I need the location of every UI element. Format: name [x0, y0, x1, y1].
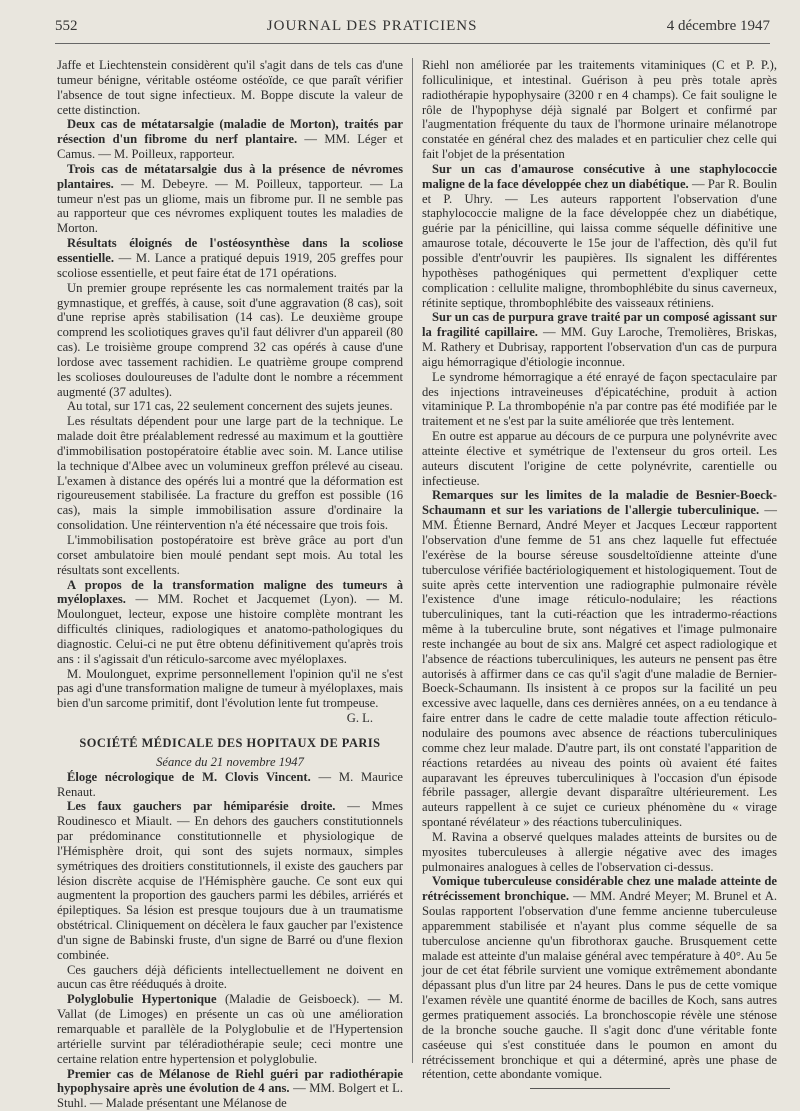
header-rule: [55, 43, 770, 44]
article-myeloplaxes: A propos de la transformation maligne des tumeurs à myéloplaxes. — MM. Rochet et Jacquemet (Lyon). — M. Moulonguet, lecteur, expose une histoire complète montrant les difficultés cliniques, radiologiques et anatomo-pathologiques du diagnostic. Celui-ci ne put être obtenu définitivement qu'après trois ans : il s'agissait d'un réticulo-sarcome avec myéloplaxes.: [57, 577, 403, 666]
article-title: Sur un cas de purpura grave traité par un composé agissant sur la fragilité capillaire.: [422, 310, 777, 340]
issue-date: 4 décembre 1947: [666, 18, 770, 34]
article-title: Trois cas de métatarsalgie dus à la présence de névromes plantaires.: [57, 161, 403, 191]
article-amaurose: Sur un cas d'amaurose consécutive à une staphylococcie maligne de la face développée chez un diabétique. — Par R. Boulin et P. Uhry. — Les auteurs rapportent l'observation d'une staphylococcie maligne de la face développée chez un diabétique, guérie par la pénicilline, qui laissa comme séquelle définitive une amaurose totale, découverte le 15e jour de l'affection, dès qu'il fut possible d'entr'ouvrir les paupières. Ils signalent les différentes hypothèses pathogéniques qui permettent d'expliquer cette complication : cellulite maligne, thrombophlébite du sinus caverneux, rétinite septique, thrombophlébite des vaisseaux rétiniens.: [422, 161, 777, 310]
article-eloge: Éloge nécrologique de M. Clovis Vincent. — M. Maurice Renaut.: [57, 769, 403, 799]
article-title: Éloge nécrologique de M. Clovis Vincent.: [67, 769, 311, 784]
seance-date: Séance du 21 novembre 1947: [156, 754, 304, 769]
article-title: Polyglobulie Hypertonique: [67, 992, 217, 1007]
column-divider: [412, 58, 413, 1063]
article-faux-gauchers: Les faux gauchers par hémiparésie droite. — Mmes Roudinesco et Miault. — En dehors des gauchers constitutionnels par prédominance constitutionnelle et physiologique de l'Hémisphère droit, qui sont des sujets normaux, simples symétriques des droitiers constitutionnels, il existe des gauchers par lésion discrète acquise de l'Hémisphère gauche. Ce sont eux qui augmentent la proportion des gauchers parmi les débiles, arriérés et épileptiques. Sa lésion est presque toujours due à un traumatisme obstétrical. Cliniquement on décèlera le faux gaucher par l'existence d'un signe de Babinski fruste, d'un signe de Barré ou d'une flexion combinée.: [57, 799, 404, 962]
article-title: Premier cas de Mélanose de Riehl guéri par radiothérapie hypophysaire après une évolution de 4 ans.: [57, 1066, 403, 1096]
article-purpura: Sur un cas de purpura grave traité par un composé agissant sur la fragilité capillaire. — MM. Guy Laroche, Tremolières, Briskas, M. Rathery et Dubrisay, rapportent l'observation d'un cas de purpura aigu hémorragique d'étiologie inconnue.: [422, 310, 777, 369]
end-rule: [530, 1088, 670, 1089]
article-nevromes: Trois cas de métatarsalgie dus à la présence de névromes plantaires. — M. Debeyre. — M. Poilleux, tapporteur. — La tumeur n'est pas un gliome, mais un fibrome pur. Il ne semble pas au rapporteur que ces névromes expliquent toutes les maladies de Morton.: [57, 161, 403, 236]
paragraph: Au total, sur 171 cas, 22 seulement concernent des sujets jeunes.: [67, 399, 393, 414]
society-heading: SOCIÉTÉ MÉDICALE DES HOPITAUX DE PARIS: [79, 735, 381, 750]
article-title: A propos de la transformation maligne des tumeurs à myéloplaxes.: [57, 577, 403, 607]
paragraph: M. Ravina a observé quelques malades atteints de bursites ou de myosites tuberculeuses à allergie négative avec des images pulmonaires analogues à celles de l'observation ci-dessus.: [422, 829, 777, 874]
journal-title: JOURNAL DES PRATICIENS: [266, 18, 478, 34]
article-melanose: Premier cas de Mélanose de Riehl guéri par radiothérapie hypophysaire après une évolution de 4 ans. — MM. Bolgert et L. Stuhl. — Malade présentant une Mélanose de: [57, 1066, 403, 1111]
paragraph: Le syndrome hémorragique a été enrayé de façon spectaculaire par des injections intraveineuses d'épicatéchine, produit à action vitaminique P. La thrombopénie n'a par contre pas été modifiée par le traitement et ne s'est par la suite améliorée que très lentement.: [422, 369, 777, 429]
article-polyglobulie: Polyglobulie Hypertonique (Maladie de Geisboeck). — M. Vallat (de Limoges) en présente un cas où une amélioration remarquable et parallèle de la Polyglobulie et de l'Hypertension artérielle survint par téléradiothérapie seule; ceci montre une certaine relation entre hypertension et polyglobulie.: [57, 992, 403, 1066]
paragraph: M. Moulonguet, exprime personnellement l'opinion qu'il ne s'est pas agi d'une transformation maligne de tumeur à myéloplaxes, mais bien d'un sarcome primitif, dont l'évolution lente fut trompeuse.: [57, 666, 403, 711]
article-title: Résultats éloignés de l'ostéosynthèse dans la scoliose essentielle.: [57, 236, 403, 265]
article-besnier-boeck: Remarques sur les limites de la maladie de Besnier-Boeck-Schaumann et sur les variations de l'allergie tuberculinique. — MM. Étienne Bernard, André Meyer et Jacques Lecœur rapportent l'observation d'une femme de 51 ans chez laquelle fut effectuée l'exérèse de la bourse séreuse sousdeltoïdienne atteinte d'une tuberculose vérifiée bactériologiquement et histologiquement. Tout de suite après cette intervention une radiographie pulmonaire révèle l'existence d'une image réticulo-nodulaire; les réactions tuberculiniques, tant la cuti-réaction que les intradermo-réactions même à la tuberculine brute, sont négatives et l'image pulmonaire reste inchangée au bout de six ans. Malgré cet aspect radiologique et l'absence de réactions tuberculiniques, les auteurs ne pensent pas être autorisés à affirmer dans ce cas qu'il s'agit d'une maladie de Bernier-Boeck-Schaumann. Ils insistent à ce propos sur la facilité un peu excessive avec laquelle, dans ces dernières années, on a eu tendance à faire entrer dans le cadre de cette maladie toute affection réticulo-nodulaire des poumons avec absence de réactions tuberculiniques comme chez leur malade. D'autre part, ils ont constaté l'apparition de réactions retardées au niveau des points où avaient été faites auparavant les épreuves tuberculiniques à l'occasion d'un épisode fébrile passager, allergie devant disparaître ultérieurement. Les auteurs rappellent à ce sujet ce curieux phénomène du « virage spontané révélateur » des réactions tuberculiniques.: [422, 488, 777, 830]
signature: G. L.: [346, 711, 373, 726]
paragraph: L'immobilisation postopératoire est brève grâce au port d'un corset ambulatoire bien moulé pendant sept mois. Au total les résultats sont excellents.: [57, 533, 403, 577]
page-header: [55, 18, 770, 40]
article-title: Deux cas de métatarsalgie (maladie de Morton), traités par résection d'un fibrome du nerf plantaire.: [57, 117, 403, 147]
article-vomique: Vomique tuberculeuse considérable chez une malade atteinte de rétrécissement bronchique. — MM. André Meyer; M. Brunel et A. Soulas rapportent l'observation d'une femme ancienne tuberculeuse apparemment stabilisée et n'ayant plus comme séquelle de sa tuberculose ancienne qu'un fibrothorax gauche. Brusquement cette malade est atteinte d'un malaise général avec température à 40°. Au 5e jour de cet état fébrile survient une vomique extrêmement abondante dépassant plus d'un litre par 24 heures. Dans le pus de cette vomique l'examen révèle une quantité énorme de bacilles de Koch, sans autres germes pratiquement associés. La bronchoscopie révèle une sténose de la bronche souche gauche. Il s'agit donc d'une véritable fonte caséeuse qui s'est constituée dans le poumon en amont du rétrécissement bronchique et qui a déterminé, après une phase de rétention, cette abondante vomique.: [422, 874, 777, 1082]
article-title: Les faux gauchers par hémiparésie droite.: [67, 799, 336, 814]
paragraph: Les résultats dépendent pour une large part de la technique. Le malade doit être préalablement redressé au maximum et la gouttière d'immobilisation postopératoire établie avec soin. M. Lance utilise la technique d'Albee avec un volumineux greffon prélevé au ciseau. L'examen à distance des opérés lui a montré que la déformation est rigoureusement stabilisée. La fracture du greffon est possible (16 cas), mais la simple immobilisation assure d'ordinaire la consolidation. Une réintervention n'a été nécessaire que trois fois.: [57, 414, 403, 533]
paragraph: Ces gauchers déjà déficients intellectuellement ne doivent en aucun cas être rééduqués à droite.: [57, 962, 403, 992]
article-title: Sur un cas d'amaurose consécutive à une staphylococcie maligne de la face développée chez un diabétique.: [422, 161, 777, 191]
paragraph: Riehl non améliorée par les traitements vitaminiques (C et P. P.), folliculinique, et intestinal. Guérison à peu près totale après radiothérapie hypophysaire (3200 r en 4 champs). Ce fait souligne le rôle de l'hypophyse déjà signalé par Bolgert et confirmé par l'augmentation fréquente du taux de l'hormone urinaire mélanotrope constatée en général chez des malades et en particulier chez celle qui fait l'objet de la présentation: [422, 58, 777, 162]
right-column: [422, 58, 777, 1082]
left-column: [57, 58, 404, 1111]
page-number: 552: [55, 18, 78, 34]
article-title: Vomique tuberculeuse considérable chez une malade atteinte de rétrécissement bronchique.: [422, 874, 777, 904]
paragraph: Un premier groupe représente les cas normalement traités par la gymnastique, et greffés, à cause, soit d'une aggravation (8 cas), soit d'une reprise après stabilisation (14 cas). Le deuxième groupe comprend les scoliotiques graves qu'il faut délivrer d'un appareil (80 cas). Le troisième groupe comprend 32 cas opérés à cause d'une lordose avec tassement rachidien. Le quatrième groupe comprend les scolioses douloureuses de l'adulte dont le nombre a récemment augmenté (37 adultes).: [57, 280, 403, 399]
article-scoliose: Résultats éloignés de l'ostéosynthèse dans la scoliose essentielle. — M. Lance a pratiqué depuis 1919, 205 greffes pour scoliose essentielle, et peut faire état de 171 opérations.: [57, 236, 403, 280]
intro-paragraph: Jaffe et Liechtenstein considèrent qu'il s'agit dans de tels cas d'une tumeur bénigne, véritable ostéome ostéoïde, ce que paraît vérifier l'absence de tout signe infectieux. M. Boppe discute la valeur de cette distinction.: [57, 58, 403, 117]
article-title: Remarques sur les limites de la maladie de Besnier-Boeck-Schaumann et sur les variations de l'allergie tuberculinique.: [422, 488, 777, 518]
paragraph: En outre est apparue au décours de ce purpura une polynévrite avec atteinte élective et symétrique de l'extenseur du gros orteil. Les auteurs discutent l'origine de cette polynévrite, carentielle ou infectieuse.: [422, 429, 777, 488]
article-morton-resection: Deux cas de métatarsalgie (maladie de Morton), traités par résection d'un fibrome du nerf plantaire. — MM. Léger et Camus. — M. Poilleux, rapporteur.: [57, 117, 403, 162]
